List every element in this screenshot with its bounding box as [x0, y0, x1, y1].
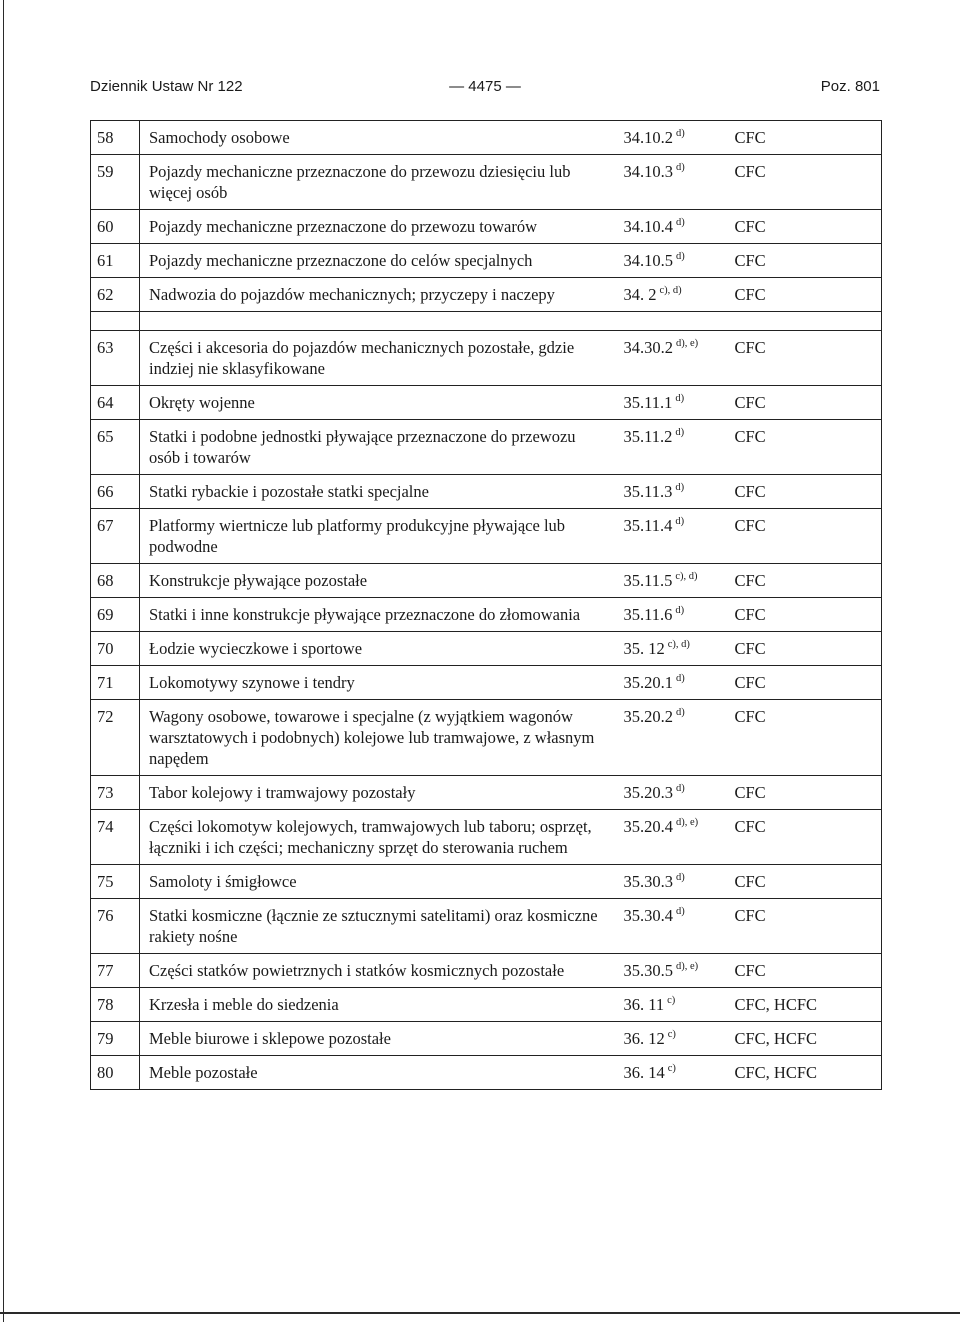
table-row	[91, 244, 882, 278]
gap-cell	[140, 312, 610, 331]
table-row	[91, 331, 882, 386]
footnote-ref: d)	[675, 516, 685, 527]
code-value: 35.30.3	[623, 872, 673, 891]
table-row	[91, 666, 882, 700]
row-description: Pojazdy mechaniczne przeznaczone do przewozu dziesięciu lub więcej osób	[140, 155, 610, 210]
table-row	[91, 988, 882, 1022]
code-value: 34.30.2	[623, 338, 673, 357]
footnote-ref: d)	[676, 162, 685, 173]
footnote-ref: d)	[676, 872, 685, 883]
code-value: 35.11.3	[623, 482, 673, 501]
position-number: Poz. 801	[820, 78, 880, 95]
table-row	[91, 954, 882, 988]
code-value: 35. 12	[623, 639, 665, 658]
code-value: 34.10.5	[623, 251, 673, 270]
section-gap	[91, 312, 882, 331]
table-row	[91, 210, 882, 244]
row-number: 61	[91, 244, 140, 278]
row-description: Wagony osobowe, towarowe i specjalne (z wyjątkiem wagonów warsztatowych i podobnych) kolejowe lub tramwajowe, z własnym napędem	[140, 700, 610, 776]
footnote-ref: c)	[667, 995, 676, 1006]
footnote-ref: c)	[667, 1029, 676, 1040]
row-description: Nadwozia do pojazdów mechanicznych; przyczepy i naczepy	[140, 278, 610, 312]
row-description: Statki i inne konstrukcje pływające przeznaczone do złomowania	[140, 598, 610, 632]
row-code	[610, 810, 725, 865]
row-substance: CFC	[725, 700, 882, 776]
row-number: 77	[91, 954, 140, 988]
footnote-ref: d)	[676, 217, 685, 228]
row-substance: CFC, HCFC	[725, 988, 882, 1022]
row-description: Samoloty i śmigłowce	[140, 865, 610, 899]
footnote-ref: c)	[667, 1063, 676, 1074]
row-description: Konstrukcje pływające pozostałe	[140, 564, 610, 598]
journal-title: Dziennik Ustaw Nr 122	[90, 78, 243, 95]
table-row	[91, 386, 882, 420]
row-description: Łodzie wycieczkowe i sportowe	[140, 632, 610, 666]
footnote-ref: d)	[675, 482, 685, 493]
footnote-ref: d)	[676, 128, 685, 139]
row-code	[610, 776, 725, 810]
code-value: 35.11.1	[623, 393, 673, 412]
row-code	[610, 420, 725, 475]
footnote-ref: d)	[676, 906, 685, 917]
row-substance: CFC	[725, 121, 882, 155]
row-number: 74	[91, 810, 140, 865]
footnote-ref: d), e)	[676, 817, 699, 828]
row-substance: CFC	[725, 386, 882, 420]
row-number: 59	[91, 155, 140, 210]
gap-cell	[91, 312, 140, 331]
row-substance: CFC	[725, 899, 882, 954]
row-substance: CFC, HCFC	[725, 1022, 882, 1056]
table-row	[91, 1056, 882, 1090]
row-code	[610, 386, 725, 420]
code-value: 35.20.4	[623, 817, 673, 836]
row-description: Lokomotywy szynowe i tendry	[140, 666, 610, 700]
row-number: 64	[91, 386, 140, 420]
row-description: Statki kosmiczne (łącznie ze sztucznymi satelitami) oraz kosmiczne rakiety nośne	[140, 899, 610, 954]
row-substance: CFC	[725, 244, 882, 278]
table-row	[91, 564, 882, 598]
row-code	[610, 564, 725, 598]
code-value: 35.11.6	[623, 605, 673, 624]
row-description: Statki rybackie i pozostałe statki specjalne	[140, 475, 610, 509]
row-code	[610, 865, 725, 899]
row-description: Części i akcesoria do pojazdów mechanicznych pozostałe, gdzie indziej nie sklasyfikowane	[140, 331, 610, 386]
row-number: 60	[91, 210, 140, 244]
row-number: 80	[91, 1056, 140, 1090]
gap-cell	[725, 312, 882, 331]
row-number: 71	[91, 666, 140, 700]
row-code	[610, 475, 725, 509]
row-substance: CFC	[725, 564, 882, 598]
row-code	[610, 210, 725, 244]
footnote-ref: d)	[676, 783, 685, 794]
row-description: Meble biurowe i sklepowe pozostałe	[140, 1022, 610, 1056]
row-code	[610, 1022, 725, 1056]
row-code	[610, 632, 725, 666]
table-row	[91, 420, 882, 475]
row-number: 62	[91, 278, 140, 312]
code-value: 34.10.4	[623, 217, 673, 236]
footnote-ref: c), d)	[659, 285, 682, 296]
row-substance: CFC	[725, 632, 882, 666]
row-code	[610, 121, 725, 155]
row-code	[610, 509, 725, 564]
row-number: 72	[91, 700, 140, 776]
code-value: 36. 14	[623, 1063, 665, 1082]
row-substance: CFC	[725, 210, 882, 244]
code-value: 35.11.4	[623, 516, 673, 535]
page-header	[90, 78, 880, 100]
code-value: 34.10.2	[623, 128, 673, 147]
row-substance: CFC	[725, 420, 882, 475]
table-row	[91, 598, 882, 632]
footnote-ref: c), d)	[667, 639, 690, 650]
row-number: 68	[91, 564, 140, 598]
row-code	[610, 899, 725, 954]
row-number: 65	[91, 420, 140, 475]
row-number: 75	[91, 865, 140, 899]
row-number: 66	[91, 475, 140, 509]
substances-table	[90, 120, 882, 1090]
row-substance: CFC	[725, 865, 882, 899]
row-description: Platformy wiertnicze lub platformy produkcyjne pływające lub podwodne	[140, 509, 610, 564]
table-row	[91, 700, 882, 776]
footnote-ref: d), e)	[676, 961, 699, 972]
footnote-ref: d)	[676, 707, 685, 718]
row-substance: CFC, HCFC	[725, 1056, 882, 1090]
row-number: 63	[91, 331, 140, 386]
footnote-ref: d)	[675, 393, 685, 404]
row-substance: CFC	[725, 954, 882, 988]
row-number: 78	[91, 988, 140, 1022]
row-code	[610, 700, 725, 776]
code-value: 35.20.2	[623, 707, 673, 726]
row-code	[610, 155, 725, 210]
row-description: Meble pozostałe	[140, 1056, 610, 1090]
row-number: 58	[91, 121, 140, 155]
table-row	[91, 810, 882, 865]
row-substance: CFC	[725, 331, 882, 386]
footnote-ref: d), e)	[676, 338, 699, 349]
row-code	[610, 331, 725, 386]
row-number: 67	[91, 509, 140, 564]
row-description: Tabor kolejowy i tramwajowy pozostały	[140, 776, 610, 810]
row-description: Okręty wojenne	[140, 386, 610, 420]
row-substance: CFC	[725, 598, 882, 632]
footnote-ref: d)	[675, 605, 685, 616]
footnote-ref: d)	[675, 427, 685, 438]
row-description: Pojazdy mechaniczne przeznaczone do przewozu towarów	[140, 210, 610, 244]
row-substance: CFC	[725, 776, 882, 810]
row-substance: CFC	[725, 278, 882, 312]
row-code	[610, 666, 725, 700]
code-value: 34.10.3	[623, 162, 673, 181]
footnote-ref: d)	[676, 673, 685, 684]
table-row	[91, 776, 882, 810]
table-row	[91, 475, 882, 509]
table-row	[91, 899, 882, 954]
table-row	[91, 509, 882, 564]
code-value: 36. 12	[623, 1029, 665, 1048]
row-code	[610, 954, 725, 988]
row-number: 76	[91, 899, 140, 954]
code-value: 35.30.5	[623, 961, 673, 980]
table-row	[91, 155, 882, 210]
row-number: 70	[91, 632, 140, 666]
row-substance: CFC	[725, 666, 882, 700]
row-number: 69	[91, 598, 140, 632]
row-code	[610, 278, 725, 312]
code-value: 36. 11	[623, 995, 665, 1014]
row-substance: CFC	[725, 155, 882, 210]
scan-edge-left	[3, 0, 4, 1322]
row-description: Pojazdy mechaniczne przeznaczone do celów specjalnych	[140, 244, 610, 278]
row-description: Samochody osobowe	[140, 121, 610, 155]
table-row	[91, 1022, 882, 1056]
footnote-ref: c), d)	[675, 571, 698, 582]
gap-cell	[610, 312, 725, 331]
table-row	[91, 278, 882, 312]
page-number: — 4475 —	[449, 78, 521, 95]
table-row	[91, 632, 882, 666]
table-row	[91, 865, 882, 899]
table-row	[91, 121, 882, 155]
row-substance: CFC	[725, 509, 882, 564]
row-number: 73	[91, 776, 140, 810]
row-code	[610, 1056, 725, 1090]
code-value: 35.30.4	[623, 906, 673, 925]
code-value: 34. 2	[623, 285, 657, 304]
scan-edge-bottom	[0, 1312, 960, 1314]
code-value: 35.11.2	[623, 427, 673, 446]
table-body	[91, 121, 882, 1090]
row-code	[610, 988, 725, 1022]
row-description: Części statków powietrznych i statków kosmicznych pozostałe	[140, 954, 610, 988]
footnote-ref: d)	[676, 251, 685, 262]
row-number: 79	[91, 1022, 140, 1056]
row-description: Krzesła i meble do siedzenia	[140, 988, 610, 1022]
code-value: 35.11.5	[623, 571, 673, 590]
row-substance: CFC	[725, 475, 882, 509]
code-value: 35.20.1	[623, 673, 673, 692]
row-code	[610, 244, 725, 278]
code-value: 35.20.3	[623, 783, 673, 802]
row-description: Części lokomotyw kolejowych, tramwajowych lub taboru; osprzęt, łączniki i ich części; mechaniczny sprzęt do sterowania ruchem	[140, 810, 610, 865]
row-substance: CFC	[725, 810, 882, 865]
row-description: Statki i podobne jednostki pływające przeznaczone do przewozu osób i towarów	[140, 420, 610, 475]
row-code	[610, 598, 725, 632]
